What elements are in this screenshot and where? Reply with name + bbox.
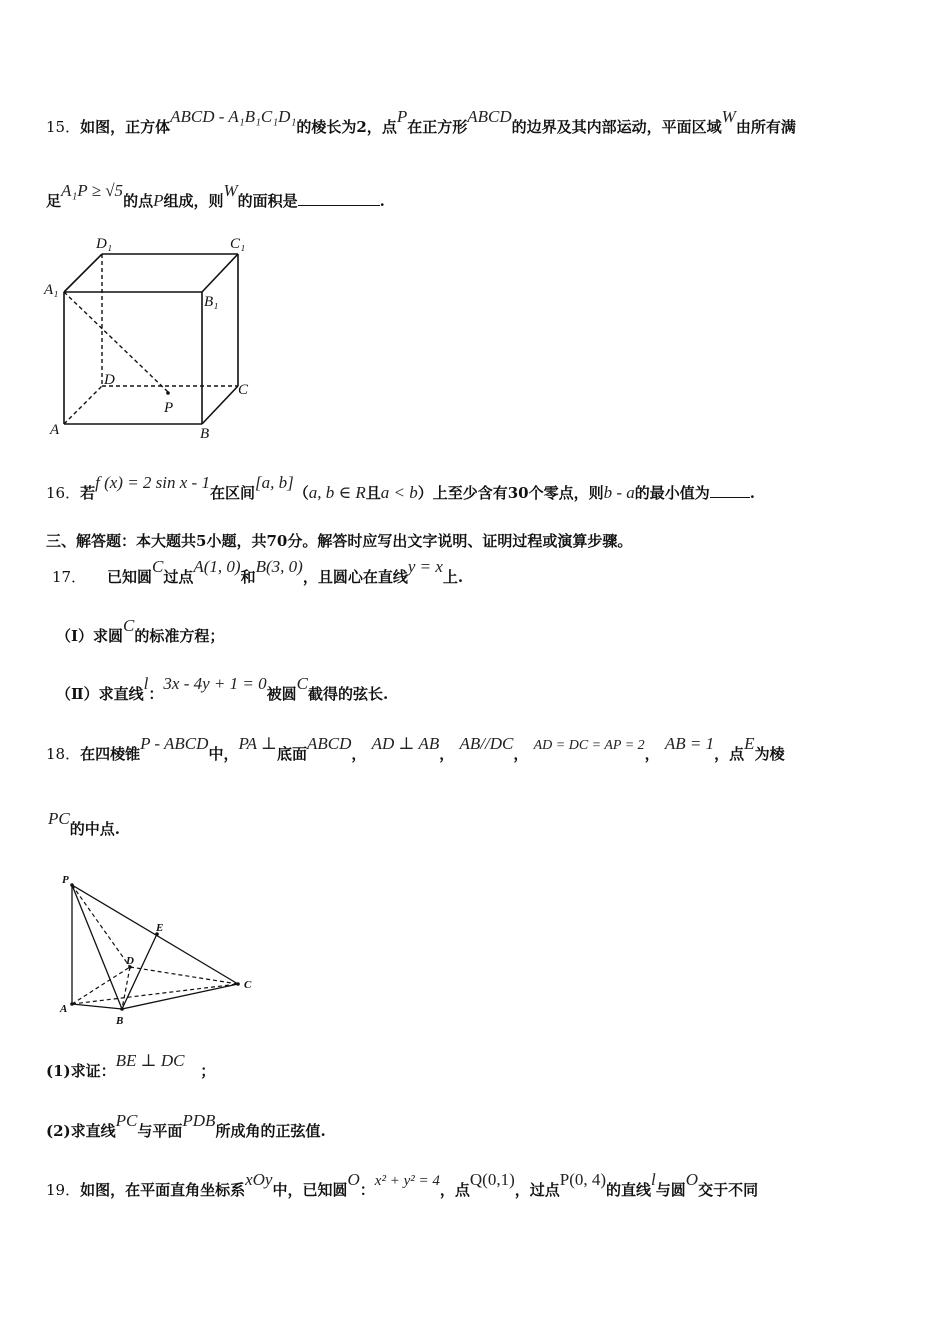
q18-line2 [48,809,120,839]
q17-text: 已知圆 [106,568,152,586]
q17-number: 17． [52,568,87,586]
q16-text: （ [293,484,309,502]
q16-text: 若 [80,484,96,502]
q19-math-p: P(0, 4) [559,1170,607,1189]
q15-text: 的点 [123,192,154,210]
q17-text: 过点 [163,568,194,586]
section-heading [46,530,632,551]
q15-number: 15． [46,118,81,136]
q15-math-p: P [153,191,164,210]
q16-text: 且 [365,484,381,502]
q18-math-lengths: AD = DC = AP = 2 [533,738,645,753]
q16-text: . [749,484,756,502]
q19-text: 中，已知圆 [272,1181,348,1199]
q18-text: 为棱 [754,745,785,763]
q16-text: ）上至少含有30个零点，则 [417,484,604,502]
q17-math-l: l [143,674,149,693]
q19-math-xoy: xOy [245,1170,273,1189]
q18-math-pdb: PDB [182,1111,216,1130]
answer-blank [710,485,750,498]
q17-part2 [56,674,389,704]
q15-text: 在正方形 [407,118,468,136]
q18-math-pa: PA ⊥ [238,734,277,753]
q19-math-o: O [347,1170,360,1189]
q16-math-diff: b - a [603,483,635,502]
q19-text: ，点 [439,1181,470,1199]
q15-text: 的棱长为2，点 [296,118,397,136]
q15-math-abcd: ABCD [467,107,512,126]
q18-math-ad: AD ⊥ AB [371,734,440,753]
q19-text: ： [359,1181,375,1199]
pyramid-figure [50,868,270,1033]
q16-math-func: f (x) = 2 sin x - 1 [95,473,210,492]
q18-part2-text: 所成角的正弦值. [215,1122,326,1140]
q18-text: 在四棱锥 [80,745,141,763]
label-d: D [104,372,115,388]
q18-text: ， [644,745,660,763]
q18-text: ， [439,745,455,763]
q17-line [52,557,464,587]
q18-text: 底面 [276,745,307,763]
label-c: C [244,979,252,991]
q19-math-circle: x² + y² = 4 [374,1173,440,1189]
section-heading-text: 三、解答题：本大题共5小题，共70分。解答时应写出文字说明、证明过程或演算步骤。 [46,532,633,550]
q18-math-be: BE ⊥ DC [115,1051,185,1070]
q17-part2-text: 被圆 [266,685,297,703]
q18-math-ab: AB//DC [459,734,514,753]
q17-text: 和 [240,568,256,586]
label-d: D [126,955,134,967]
q15-math-cube: ABCD - A₁B₁C₁D₁ [170,107,297,126]
q17-math-equation: 3x - 4y + 1 = 0 [163,674,267,693]
q17-math-a: A(1, 0) [193,557,241,576]
q18-math-e: E [744,734,755,753]
q18-part2-text: (2)求直线 [46,1122,116,1140]
q15-text: 的边界及其内部运动，平面区域 [511,118,722,136]
q17-math-c: C [123,616,135,635]
q16-number: 16． [46,484,81,502]
q18-part1-text: ； [200,1062,216,1080]
q19-text: ，过点 [514,1181,560,1199]
q19-text: 与圆 [655,1181,686,1199]
q16-line [46,473,756,503]
q18-text: ， [351,745,367,763]
q18-math-pyramid: P - ABCD [140,734,209,753]
q15-text: 的面积是 [237,192,298,210]
q15-math-w: W [223,181,238,200]
q18-math-pc: PC [115,1111,138,1130]
q17-math-b: B(3, 0) [255,557,303,576]
q15-text: 组成，则 [163,192,224,210]
q15-text: 如图，正方体 [80,118,171,136]
q19-math-o: O [685,1170,699,1189]
q18-text: ，点 [714,745,745,763]
q17-part2-text: 截得的弦长. [307,685,389,703]
q15-text: 足 [46,192,62,210]
label-a: A [50,422,60,438]
q18-number: 18． [46,745,81,763]
q18-math-ab1: AB = 1 [664,734,715,753]
q17-part1-text: （Ⅰ）求圆 [56,627,124,645]
q18-part2 [46,1111,326,1141]
q18-part1 [46,1051,216,1081]
q16-text: 的最小值为 [634,484,710,502]
q17-part2-text: ： [148,685,164,703]
answer-blank [298,193,380,206]
label-p: P [62,874,69,886]
q19-number: 19． [46,1181,81,1199]
q19-text: 如图，在平面直角坐标系 [80,1181,246,1199]
q18-line1 [46,734,785,764]
label-b: B [116,1015,124,1027]
q15-text: 由所有满 [735,118,796,136]
q17-text: 上. [442,568,464,586]
q18-part2-text: 与平面 [137,1122,183,1140]
q18-text: 中， [208,745,239,763]
label-e: E [156,922,164,934]
q19-math-l: l [651,1170,656,1189]
q15-math-w: W [721,107,736,126]
label-c1: C₁ [230,236,246,252]
label-b1: B₁ [204,294,219,310]
q17-math-line: y = x [407,557,443,576]
label-b: B [200,426,210,442]
q17-part1-text: 的标准方程； [134,627,225,645]
q17-math-c: C [296,674,308,693]
label-a1: A₁ [44,282,59,298]
label-c: C [238,382,249,398]
q19-line [46,1170,759,1200]
q18-math-abcd: ABCD [306,734,352,753]
label-a: A [60,1003,68,1015]
q16-text: 在区间 [209,484,255,502]
q16-math-domain: a, b ∈ R [308,483,366,502]
q15-math-p: P [396,107,408,126]
label-p: P [164,400,174,416]
q15-text: . [379,192,385,210]
q18-part1-text: (1)求证： [46,1062,116,1080]
q17-part2-text: （Ⅱ）求直线 [56,685,144,703]
q16-math-ineq: a < b [380,483,418,502]
q17-part1 [56,616,225,646]
q18-text: 的中点. [69,820,120,838]
q17-math-c: C [152,557,164,576]
q19-text: 的直线 [606,1181,652,1199]
label-d1: D₁ [96,236,113,252]
q18-text: ， [513,745,529,763]
q18-math-pc: PC [48,809,70,828]
q15-math-condition: A₁P ≥ √5 [61,181,124,200]
q17-text: ，且圆心在直线 [302,568,408,586]
q15-line2 [46,181,385,211]
q19-text: 交于不同 [698,1181,759,1199]
cube-figure [40,232,270,447]
q16-math-interval: [a, b] [254,473,294,492]
q15-line1 [46,107,796,137]
q19-math-q: Q(0,1) [469,1170,515,1189]
